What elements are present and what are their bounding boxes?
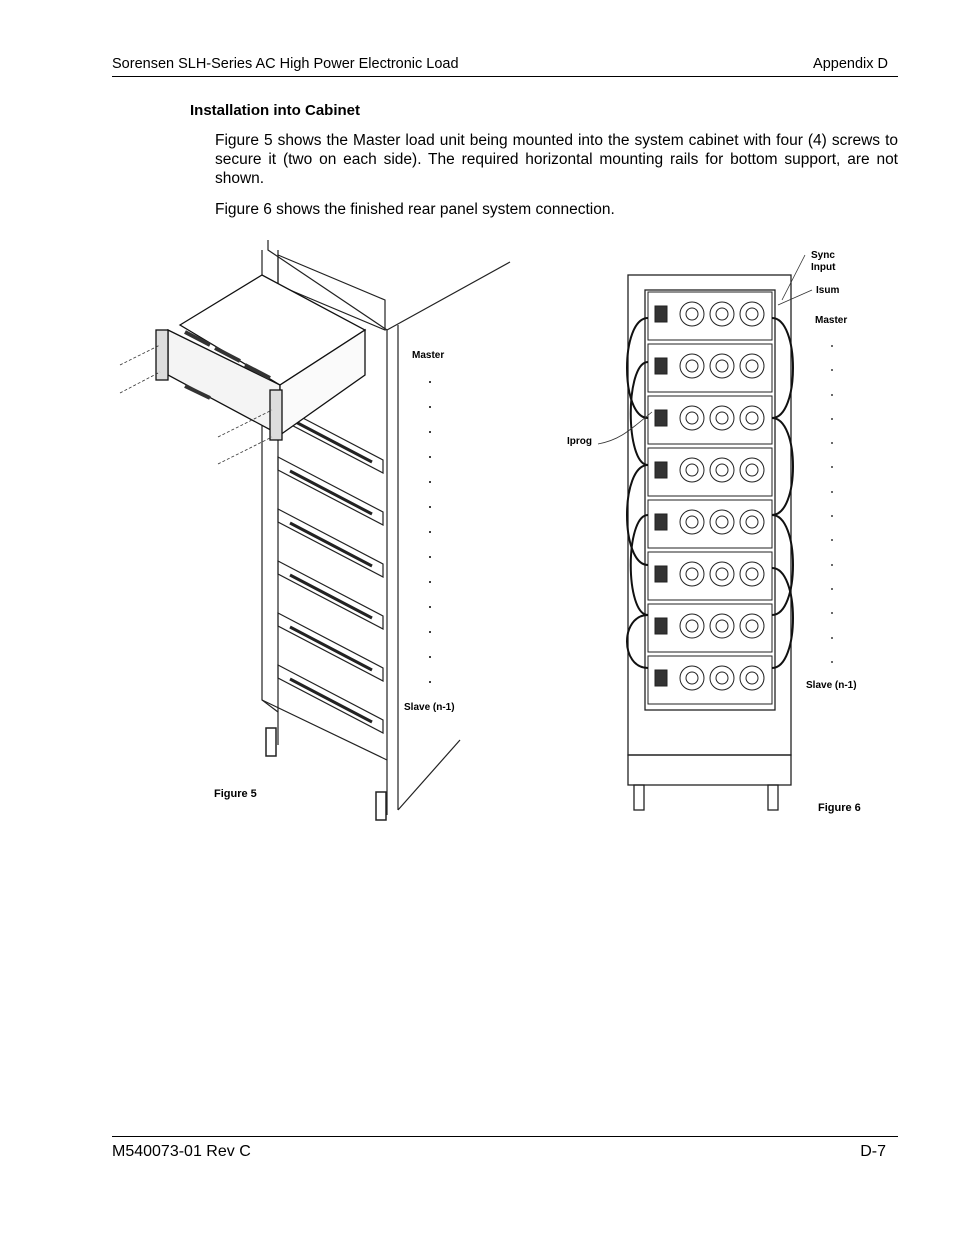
section-title: Installation into Cabinet [190, 102, 361, 119]
figure-6-rear-panel-drawing [560, 240, 880, 828]
fig6-sync-label: Sync [811, 250, 835, 261]
fig6-iprog-label: Iprog [567, 436, 592, 447]
figure-5-cabinet-drawing [110, 232, 520, 827]
fig5-slave-label: Slave (n-1) [404, 702, 455, 713]
fig6-slave-label: Slave (n-1) [806, 680, 857, 691]
fig6-isum-label: Isum [816, 285, 840, 296]
fig5-master-label: Master [412, 350, 445, 361]
fig5-caption: Figure 5 [214, 788, 257, 800]
paragraph-2: Figure 6 shows the finished rear panel system connection. [215, 201, 615, 218]
paragraph-1: Figure 5 shows the Master load unit being mounted into the system cabinet with four (4) screws to secure it (two on each side). The required horizontal mounting rails for bottom support, are not shown. [215, 132, 898, 187]
page-footer [112, 1136, 898, 1160]
fig6-caption: Figure 6 [818, 802, 861, 814]
fig6-master-label: Master [815, 315, 848, 326]
footer-doc-number: M540073-01 Rev C [112, 1143, 251, 1160]
footer-page-number: D-7 [860, 1143, 886, 1160]
page-header [112, 56, 898, 77]
header-title: Sorensen SLH-Series AC High Power Electronic Load [112, 56, 459, 72]
fig6-input-label: Input [811, 262, 836, 273]
header-appendix: Appendix D [813, 56, 888, 72]
